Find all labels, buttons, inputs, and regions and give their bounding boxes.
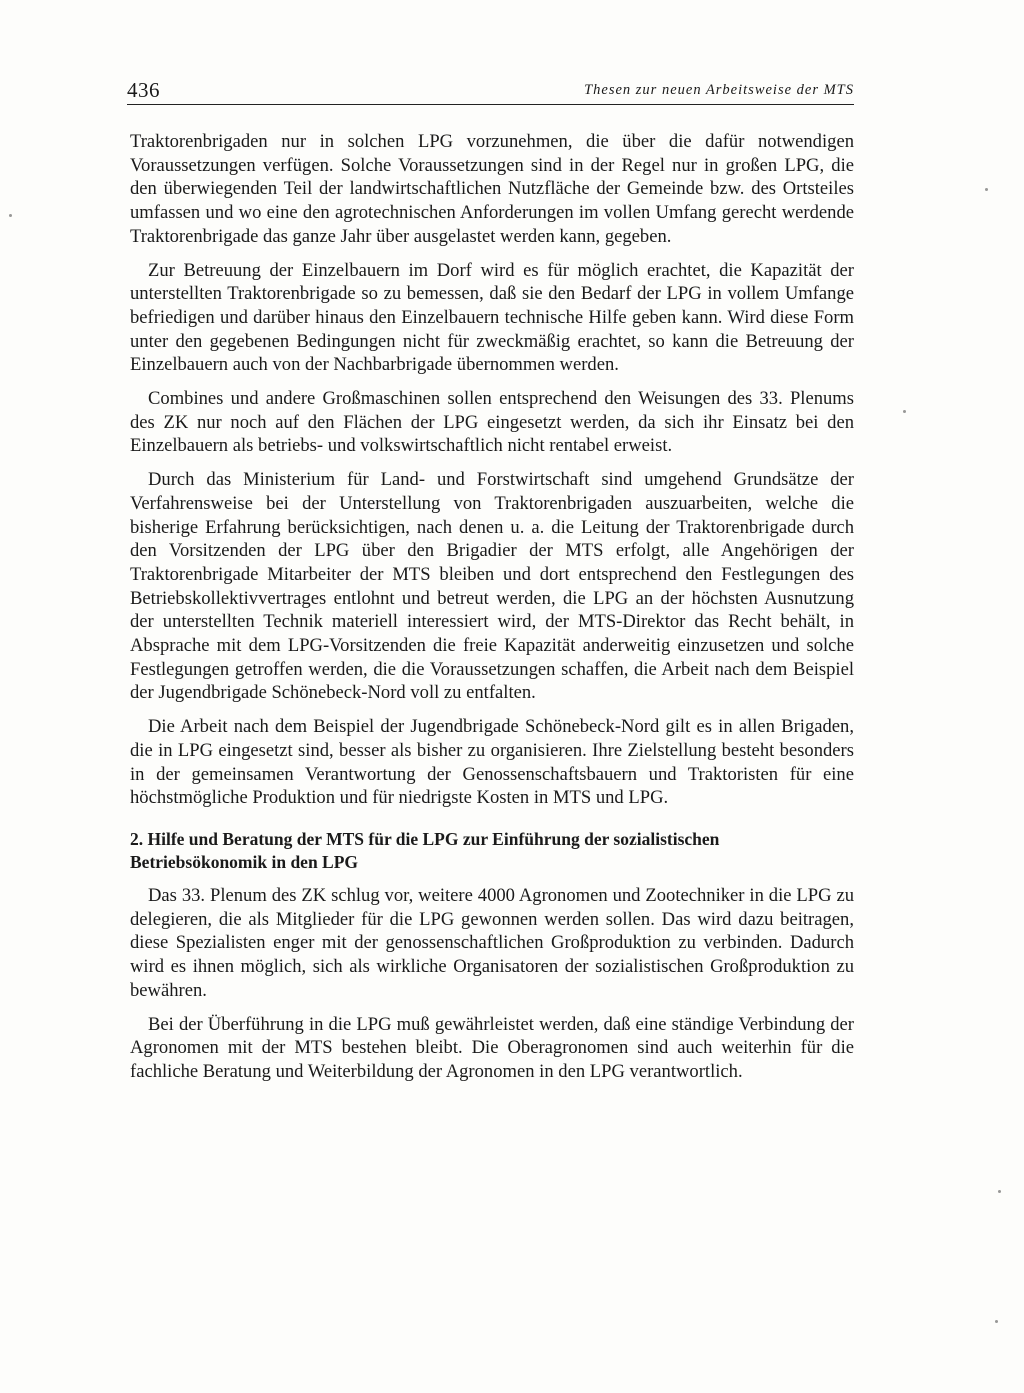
paragraph: Durch das Ministerium für Land- und Forstwirtschaft sind umgehend Grundsätze der Verfahrensweise bei der Unterstellung von Traktorenbrigaden auszuarbeiten, welche die bisherige Erfahrung berücksichtigen, nach denen u. a. die Leitung der Traktorenbrigade durch den Vorsitzenden der LPG über den Brigadier der MTS erfolgt, alle Angehörigen der Traktorenbrigade Mitarbeiter der MTS bleiben und dort entsprechend den Festlegungen des Betriebskollektivvertrages entlohnt und betreut werden, die LPG an der höchsten Ausnutzung der unterstellten Technik materiell interessiert wird, der MTS-Direktor das Recht behält, in Absprache mit dem LPG-Vorsitzenden die freie Kapazität anderweitig einzusetzen und solche Festlegungen getroffen werden, die die Voraussetzungen schaffen, die Arbeit nach dem Beispiel der Jugendbrigade Schönebeck-Nord voll zu entfalten. (130, 469, 854, 704)
scan-speck (998, 1190, 1001, 1193)
running-title: Thesen zur neuen Arbeitsweise der MTS (584, 82, 854, 98)
scan-speck (9, 214, 12, 217)
paragraph: Die Arbeit nach dem Beispiel der Jugendbrigade Schönebeck-Nord gilt es in allen Brigaden, die in LPG eingesetzt sind, besser als bisher zu organisieren. Ihre Zielstellung besteht besonders in der gemeinsamen Verantwortung der Genossenschaftsbauern und Traktoristen für eine höchstmögliche Produktion und für niedrigste Kosten in MTS und LPG. (130, 716, 854, 809)
paragraph: Bei der Überführung in die LPG muß gewährleistet werden, daß eine ständige Verbindung der Agronomen mit der MTS bestehen bleibt. Die Oberagronomen sind auch weiterhin für die fachliche Beratung und Weiterbildung der Agronomen in den LPG verantwortlich. (130, 1013, 854, 1082)
paragraph: Combines und andere Großmaschinen sollen entsprechend den Weisungen des 33. Plenums des ZK nur noch auf den Flächen der LPG eingesetzt werden, da sich ihr Einsatz bei den Einzelbauern als betriebs- und volkswirtschaftlich nicht rentabel erweist. (130, 388, 854, 457)
paragraph: Traktorenbrigaden nur in solchen LPG vorzunehmen, die über die dafür notwendigen Voraussetzungen verfügen. Solche Voraussetzungen sind in der Regel nur in großen LPG, die den überwiegenden Teil der landwirtschaftlichen Nutzfläche der Gemeinde bzw. des Ortsteiles umfassen und wo eine den agrotechnischen Anforderungen im vollen Umfang gerecht werdende Traktorenbrigade das ganze Jahr über ausgelastet werden kann, gegeben. (130, 131, 854, 247)
scan-speck (995, 1320, 998, 1323)
page-header (127, 76, 854, 105)
paragraph: Zur Betreuung der Einzelbauern im Dorf wird es für möglich erachtet, die Kapazität der unterstellten Traktorenbrigade so zu bemessen, daß sie den Bedarf der LPG in vollem Umfange befriedigen und darüber hinaus den Einzelbauern technische Hilfe geben kann. Wird diese Form unter den gegebenen Bedingungen nicht für zweckmäßig erachtet, so kann die Betreuung der Einzelbauern auch von der Nachbarbrigade übernommen werden. (130, 259, 854, 376)
page-number: 436 (127, 78, 160, 102)
body-text (130, 130, 854, 1094)
scan-speck (903, 410, 906, 413)
scan-speck (985, 188, 988, 191)
section-heading: 2. Hilfe und Beratung der MTS für die LPG zur Einführung der sozialistischen Betriebsökonomik in den LPG (130, 828, 720, 872)
paragraph: Das 33. Plenum des ZK schlug vor, weitere 4000 Agronomen und Zootechniker in die LPG zu delegieren, die als Mitglieder für die LPG gewonnen werden sollen. Das wird dazu beitragen, diese Spezialisten enger mit der genossenschaftlichen Großproduktion zu verbinden. Dadurch wird es ihnen möglich, sich als wirkliche Organisatoren der sozialistischen Großproduktion zu bewähren. (130, 884, 854, 1001)
